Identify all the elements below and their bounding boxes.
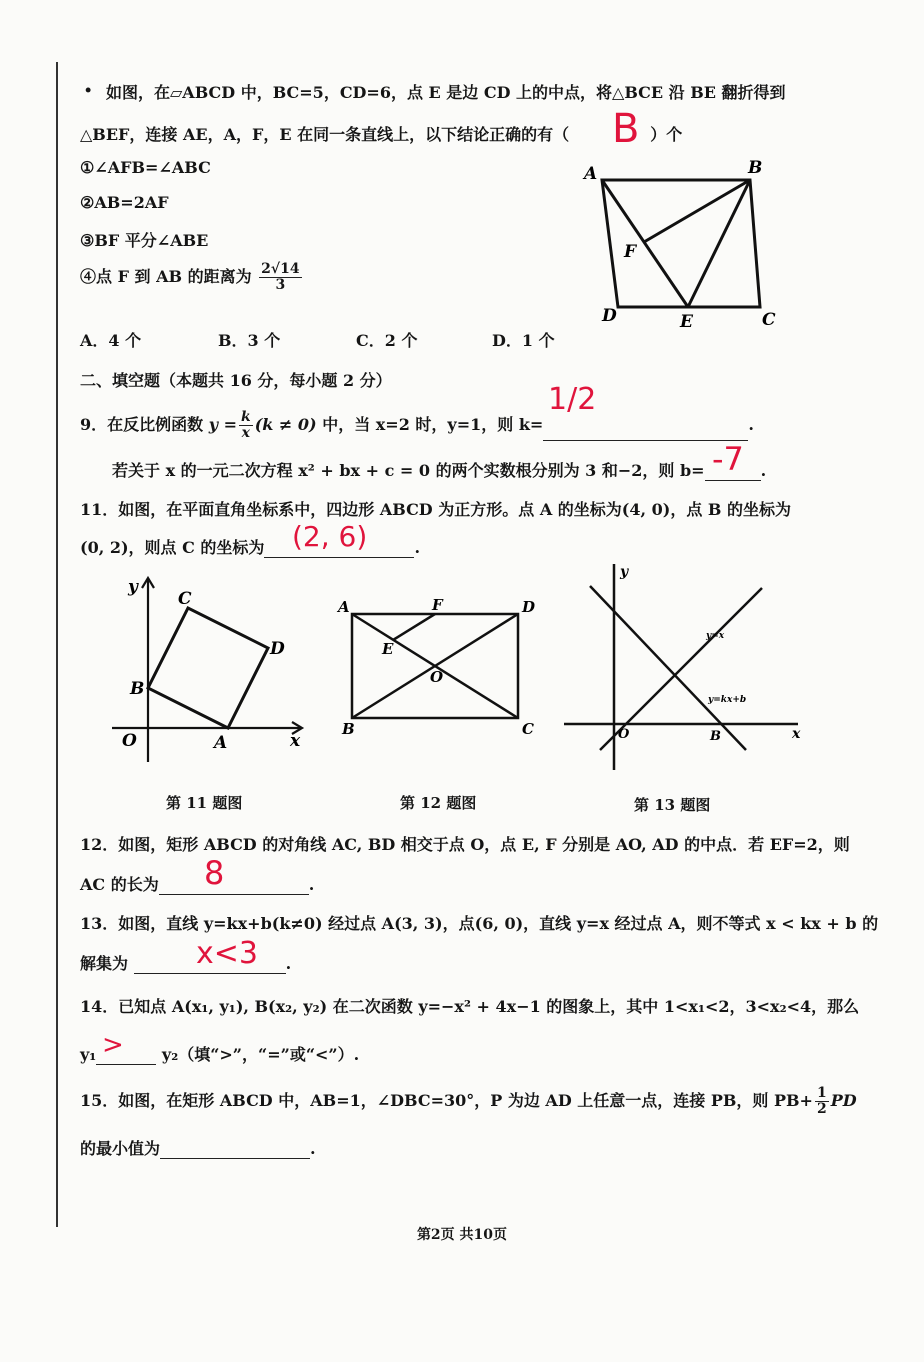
q13-handwritten-answer: x<3	[196, 936, 258, 971]
q15-line1: 15．如图，在矩形 ABCD 中，AB=1，∠DBC=30°，P 为边 AD 上任意一点，连接 PB，则 PB+ $\frac{1}{2}$ PD	[80, 1085, 857, 1117]
q13-line2: 解集为 .	[80, 954, 292, 973]
q13-line1: 13．如图，直线 y=kx+b(k≠0) 经过点 A(3, 3)，点(6, 0)，直线 y=x 经过点 A，则不等式 x < kx + b 的	[80, 914, 879, 933]
q8-figure	[580, 155, 780, 335]
q8-statement-4: ④点 F 到 AB 的距离为 $\frac{2√14}{3}$	[80, 261, 300, 293]
q11-line1: 11．如图，在平面直角坐标系中，四边形 ABCD 为正方形。点 A 的坐标为(4, 0)，点 B 的坐标为	[80, 500, 792, 519]
fig11-label-a: A	[214, 733, 228, 753]
q10-line: 若关于 x 的一元二次方程 x² + bx + c = 0 的两个实数根分别为 3 和−2，则 b= .	[112, 461, 767, 480]
margin-line	[56, 62, 58, 1227]
fig13-label-x: x	[792, 726, 801, 742]
section-2-heading: 二、填空题（本题共 16 分，每小题 2 分）	[80, 371, 392, 390]
q9-handwritten-answer: 1/2	[548, 382, 597, 417]
fig11-label-x: x	[290, 731, 301, 751]
fig12-caption: 第 12 题图	[400, 794, 477, 812]
fig13-label-yx: y=x	[706, 631, 725, 641]
fig13-label-b: B	[710, 729, 721, 744]
fig12-label-d: D	[522, 598, 536, 616]
q8-option-d: D．1 个	[492, 331, 555, 350]
q8-label-f: F	[624, 242, 637, 262]
q11-line2: (0, 2)，则点 C 的坐标为 .	[80, 538, 421, 557]
q12-line1: 12．如图，矩形 ABCD 的对角线 AC, BD 相交于点 O，点 E, F 分别是 AO, AD 的中点．若 EF=2，则	[80, 835, 850, 854]
fig11	[108, 570, 308, 770]
q8-label-e: E	[680, 312, 693, 332]
fig11-label-c: C	[178, 589, 192, 609]
q8-label-d: D	[602, 306, 617, 326]
fig12	[338, 598, 538, 748]
q8-bullet: ∙	[84, 80, 93, 99]
fig11-label-y: y	[128, 577, 138, 597]
q14-line1: 14．已知点 A(x₁, y₁), B(x₂, y₂) 在二次函数 y=−x² + 4x−1 的图象上，其中 1<x₁<2，3<x₂<4，那么	[80, 997, 860, 1016]
fig11-label-d: D	[270, 639, 285, 659]
q8-statement-2: ②AB=2AF	[80, 193, 169, 212]
q8-statement-1: ①∠AFB=∠ABC	[80, 158, 211, 177]
q8-statement-3: ③BF 平分∠ABE	[80, 231, 209, 250]
q8-handwritten-answer: B	[612, 106, 640, 152]
q14-handwritten-answer: >	[102, 1030, 124, 1060]
q9-line: 9．在反比例函数 y = $\frac{k}{x}$ (k ≠ 0) 中，当 x=2 时，y=1，则 k= .	[80, 409, 754, 441]
fig12-label-a: A	[338, 598, 350, 616]
fig11-label-o: O	[122, 731, 137, 751]
fig13-label-y: y	[620, 564, 629, 580]
q12-line2: AC 的长为 .	[80, 875, 315, 894]
page-footer: 第2页 共10页	[416, 1227, 508, 1243]
fig12-label-f: F	[432, 596, 443, 614]
fig11-label-b: B	[130, 679, 145, 699]
q8-line1: 如图，在▱ABCD 中，BC=5，CD=6，点 E 是边 CD 上的中点，将△BCE 沿 BE 翻折得到	[106, 83, 786, 102]
q8-option-a: A．4 个	[80, 331, 142, 350]
fig12-label-c: C	[522, 720, 534, 738]
q14-line2: y₁ y₂（填“>”，“=”或“<”）.	[80, 1045, 360, 1064]
q8-label-a: A	[584, 164, 598, 184]
q15-line2: 的最小值为 .	[80, 1139, 316, 1158]
fig12-label-o: O	[430, 668, 444, 686]
q10-handwritten-answer: -7	[712, 440, 744, 478]
q8-label-b: B	[748, 158, 763, 178]
fig12-label-b: B	[342, 720, 355, 738]
q8-label-c: C	[762, 310, 776, 330]
fig11-caption: 第 11 题图	[166, 794, 243, 812]
fig12-label-e: E	[382, 640, 394, 658]
q12-handwritten-answer: 8	[204, 854, 225, 892]
fig13-caption: 第 13 题图	[634, 796, 711, 814]
fig13-label-ykxb: y=kx+b	[708, 695, 747, 705]
fig13-label-o: O	[618, 727, 630, 742]
fig13	[560, 560, 810, 775]
q11-handwritten-answer: (2, 6)	[292, 520, 368, 553]
q8-line2: △BEF，连接 AE，A，F，E 在同一条直线上，以下结论正确的有（ ）个	[80, 125, 683, 144]
q8-option-b: B．3 个	[218, 331, 281, 350]
q8-option-c: C．2 个	[356, 331, 418, 350]
